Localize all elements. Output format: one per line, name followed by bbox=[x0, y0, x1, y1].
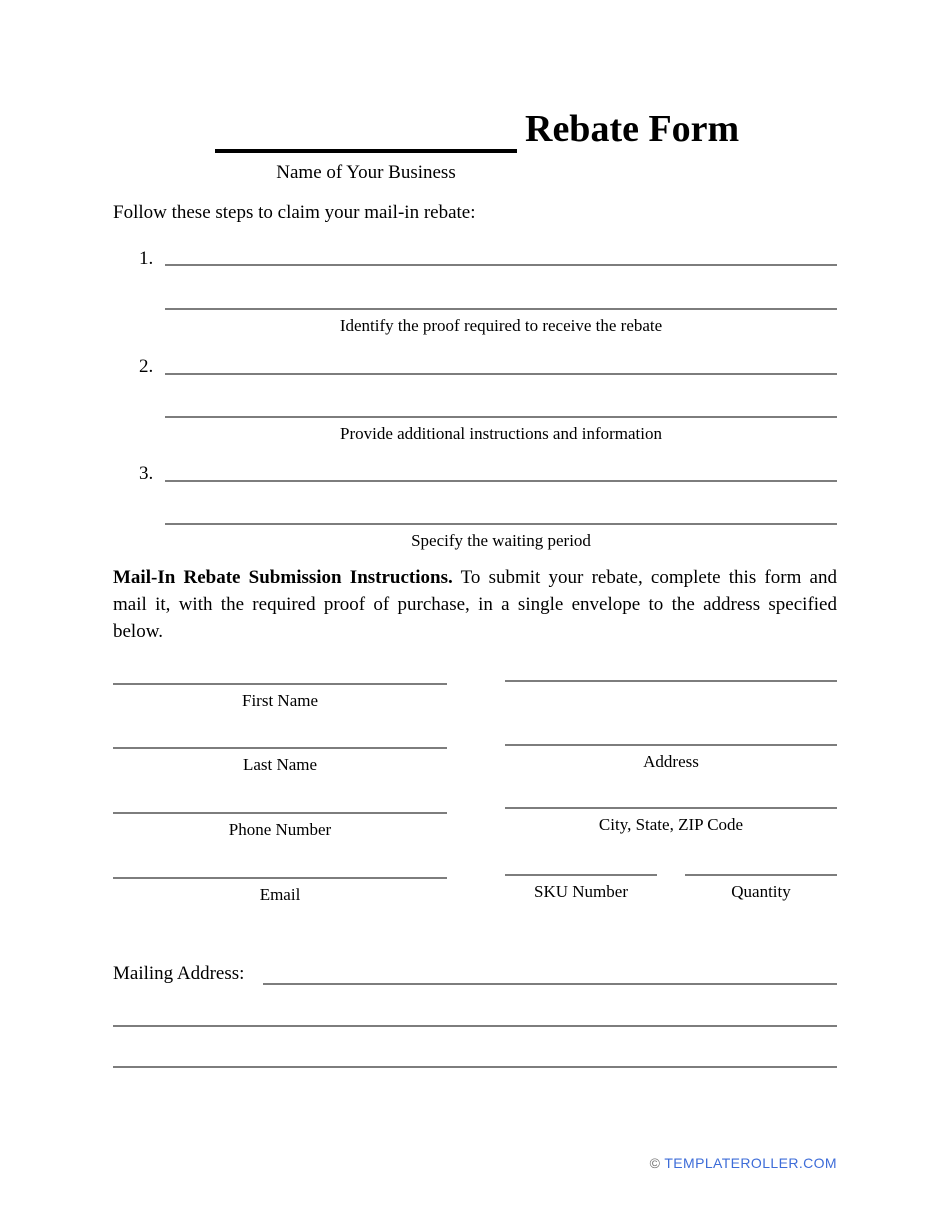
quantity-label: Quantity bbox=[731, 882, 791, 901]
business-name-label: Name of Your Business bbox=[276, 162, 456, 183]
city-state-zip-label: City, State, ZIP Code bbox=[598, 815, 744, 834]
page-title: Rebate Form bbox=[525, 108, 740, 150]
last-name-label: Last Name bbox=[242, 755, 318, 774]
submission-instructions-lead: Mail-In Rebate Submission Instructions. bbox=[113, 567, 453, 588]
step-1-number: 1. bbox=[139, 248, 154, 269]
step-1-line-2[interactable] bbox=[165, 308, 837, 310]
mailing-address-line-3[interactable] bbox=[113, 1066, 837, 1068]
mailing-address-line-1[interactable] bbox=[263, 983, 837, 985]
step-2-line-2[interactable] bbox=[165, 416, 837, 418]
step-3-number: 3. bbox=[139, 463, 154, 484]
first-name-label: First Name bbox=[241, 691, 319, 710]
business-name-line[interactable] bbox=[215, 149, 517, 153]
step-2-caption: Provide additional instructions and information bbox=[339, 424, 662, 443]
mailing-address-label: Mailing Address: bbox=[113, 963, 245, 984]
address-line-2[interactable] bbox=[505, 744, 837, 746]
address-label: Address bbox=[643, 752, 699, 771]
copyright-symbol: © bbox=[649, 1155, 661, 1171]
step-1-caption: Identify the proof required to receive the rebate bbox=[339, 316, 663, 335]
address-line-1[interactable] bbox=[505, 680, 837, 682]
email-line[interactable] bbox=[113, 877, 447, 879]
email-label: Email bbox=[259, 885, 301, 904]
last-name-line[interactable] bbox=[113, 747, 447, 749]
phone-number-line[interactable] bbox=[113, 812, 447, 814]
quantity-line[interactable] bbox=[685, 874, 837, 876]
templateroller-link[interactable]: TEMPLATEROLLER.COM bbox=[664, 1155, 837, 1171]
footer bbox=[113, 1155, 837, 1171]
step-2-line-1[interactable] bbox=[165, 373, 837, 375]
sku-number-line[interactable] bbox=[505, 874, 657, 876]
sku-number-label: SKU Number bbox=[534, 882, 628, 901]
step-1-line-1[interactable] bbox=[165, 264, 837, 266]
step-3-line-2[interactable] bbox=[165, 523, 837, 525]
city-state-zip-line[interactable] bbox=[505, 807, 837, 809]
first-name-line[interactable] bbox=[113, 683, 447, 685]
submission-instructions bbox=[113, 564, 837, 645]
submission-instructions-body: To submit your rebate, complete this form and mail it, with the required proof of purchase, in a single envelope to the address specified below. bbox=[113, 567, 837, 642]
mailing-address-line-2[interactable] bbox=[113, 1025, 837, 1027]
phone-number-label: Phone Number bbox=[228, 820, 332, 839]
step-2-number: 2. bbox=[139, 356, 154, 377]
step-3-caption: Specify the waiting period bbox=[411, 531, 591, 550]
step-3-line-1[interactable] bbox=[165, 480, 837, 482]
intro-text: Follow these steps to claim your mail-in rebate: bbox=[113, 202, 476, 223]
